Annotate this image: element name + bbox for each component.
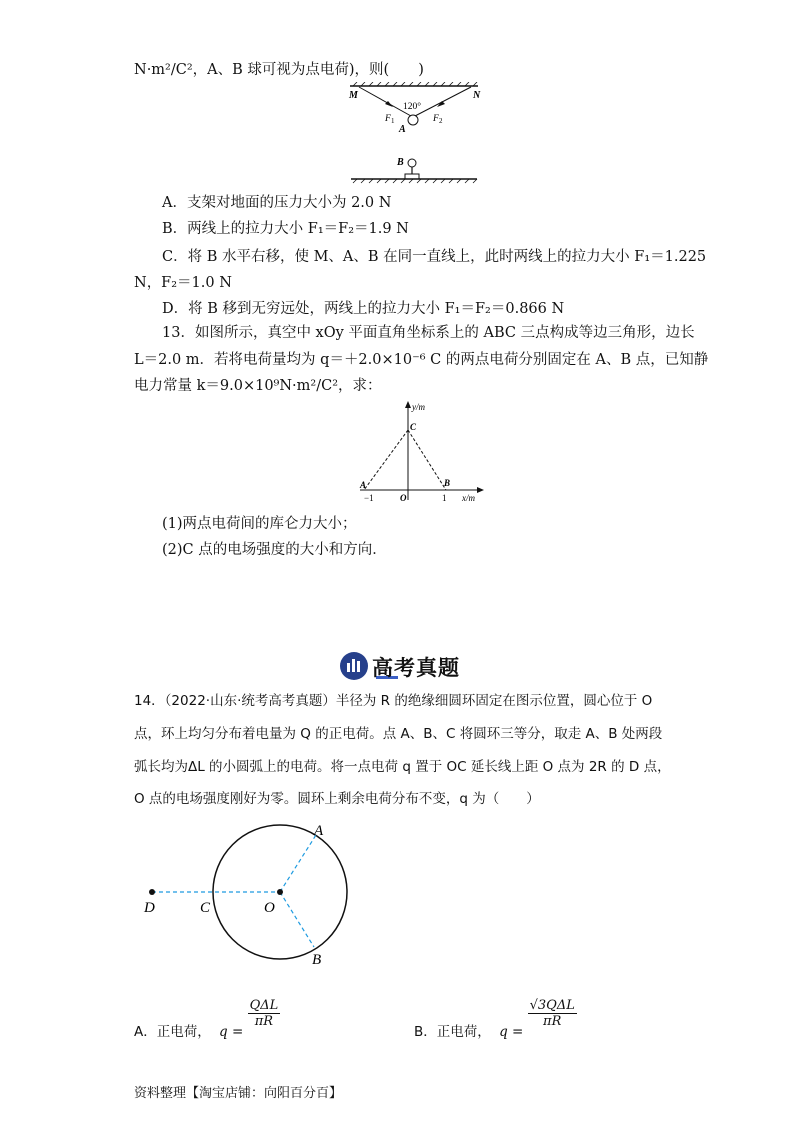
q12-label-f2-sub: 2	[439, 117, 443, 125]
q12-label-b: B	[397, 157, 404, 168]
q14-label-d: D	[144, 900, 155, 916]
q12-option-d: D．将 B 移到无穷远处，两线上的拉力大小 F₁＝F₂＝0.866 N	[162, 301, 565, 317]
q12-label-f2: F	[433, 114, 439, 124]
q12-label-n: N	[473, 90, 481, 101]
q14-option-a-num: QΔL	[249, 998, 279, 1013]
q14-line-3: 弧长均为ΔL 的小圆弧上的电荷。将一点电荷 q 置于 OC 延长线上距 O 点为 2R 的 D 点，	[134, 759, 671, 775]
q13-tick-pos: 1	[442, 493, 447, 503]
chart-icon	[347, 663, 350, 672]
q12-label-a: A	[399, 124, 406, 135]
q12-option-a: A．支架对地面的压力大小为 2.0 N	[162, 195, 392, 211]
q13-label-a: A	[360, 480, 367, 490]
q13-line-2: L＝2.0 m．若将电荷量均为 q＝＋2.0×10⁻⁶ C 的两点电荷分别固定在 A、B 点，已知静	[134, 352, 709, 368]
q13-part-1: (1)两点电荷间的库仑力大小；	[162, 516, 357, 532]
q13-tick-neg: −1	[364, 493, 374, 503]
q13-label-y: y/m	[412, 402, 425, 412]
q13-line-3: 电力常量 k＝9.0×10⁹N·m²/C²，求：	[134, 378, 382, 394]
q14-label-o: O	[264, 900, 275, 916]
q13-label-o: O	[400, 493, 407, 503]
q14-option-a	[134, 998, 280, 1040]
section-badge	[338, 650, 462, 682]
q12-option-c-cont: N，F₂＝1.0 N	[134, 275, 232, 291]
q14-option-b-fraction	[528, 998, 577, 1029]
q14-label-b: B	[312, 952, 322, 968]
footer-text: 资料整理【淘宝店铺：向阳百分百】	[134, 1086, 343, 1101]
q14-option-a-q: q =	[219, 1023, 244, 1040]
q13-line-1: 13．如图所示，真空中 xOy 平面直角坐标系上的 ABC 三点构成等边三角形，边长	[162, 325, 695, 341]
q13-part-2: (2)C 点的电场强度的大小和方向．	[162, 542, 387, 558]
q14-option-b-den: πR	[543, 1014, 562, 1029]
q12-label-f1: F	[385, 114, 391, 124]
q14-label-c: C	[200, 900, 211, 916]
q12-label-angle: 120°	[403, 102, 422, 112]
q14-option-b-num: √3QΔL	[529, 998, 575, 1013]
q12-figure	[345, 82, 485, 190]
q14-option-a-label: A．正电荷，	[134, 1023, 211, 1040]
q14-option-a-fraction	[248, 998, 281, 1029]
q14-line-1: 14．（2022·山东·统考高考真题）半径为 R 的绝缘细圆环固定在图示位置，圆心位于 O	[134, 693, 653, 709]
q14-line-2: 点，环上均匀分布着电量为 Q 的正电荷。点 A、B、C 将圆环三等分，取走 A、B 处两段	[134, 726, 663, 742]
q12-label-f1-sub: 1	[391, 117, 395, 125]
q13-label-c: C	[410, 422, 417, 432]
q14-option-b	[414, 998, 577, 1040]
q14-option-b-label: B．正电荷，	[414, 1023, 491, 1040]
q13-figure	[350, 396, 490, 506]
q12-option-b: B．两线上的拉力大小 F₁＝F₂＝1.9 N	[162, 221, 409, 237]
badge-text: 高考真题	[372, 656, 460, 680]
q14-figure	[140, 822, 360, 972]
q12-label-m: M	[349, 90, 358, 101]
q13-label-x: x/m	[462, 493, 475, 503]
q14-label-a: A	[314, 823, 324, 839]
q13-label-b: B	[444, 478, 451, 488]
q12-intro-line: N·m²/C²，A、B 球可视为点电荷)，则( )	[134, 62, 424, 78]
q14-option-b-q: q =	[499, 1023, 524, 1040]
q14-option-a-den: πR	[254, 1014, 274, 1029]
q12-option-c: C．将 B 水平右移，使 M、A、B 在同一直线上，此时两线上的拉力大小 F₁＝1.225	[162, 249, 707, 265]
q14-line-4: O 点的电场强度刚好为零。圆环上剩余电荷分布不变，q 为（ ）	[134, 791, 540, 807]
